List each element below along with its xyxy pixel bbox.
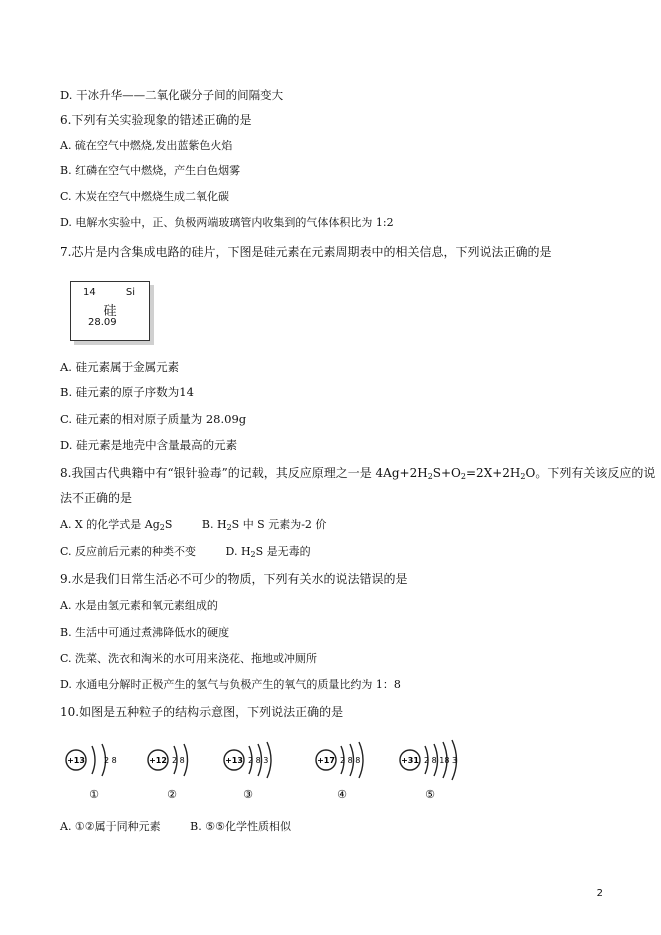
q8-text-2: S+O	[432, 466, 461, 480]
q8-text-3: =2X+2H	[466, 466, 521, 480]
atom-3-shells: 2 8 3	[248, 756, 269, 765]
q8-option-d-text2: S 是无毒的	[255, 545, 311, 558]
q8-option-b-text: B. H	[201, 518, 227, 531]
element-atomic-mass: 28.09	[88, 317, 117, 328]
question-10: 10.如图是五种粒子的结构示意图，下列说法正确的是	[60, 705, 344, 719]
q8-option-a	[60, 518, 172, 531]
nucleus-2-charge: +12	[149, 756, 167, 765]
q10-option-b: B. ⑤⑤化学性质相似	[190, 820, 291, 833]
q9-option-d: D. 水通电分解时正极产生的氢气与负极产生的氧气的质量比约为 1：8	[60, 678, 401, 691]
atom-3	[224, 742, 271, 801]
atom-5-label: ⑤	[425, 788, 435, 801]
atom-1-label: ①	[89, 788, 99, 801]
subscript: 2	[520, 472, 526, 481]
subscript: 2	[159, 523, 165, 532]
atom-3-label: ③	[243, 788, 253, 801]
atom-2	[148, 744, 188, 801]
q8-option-d	[226, 545, 311, 558]
atom-1	[66, 744, 117, 801]
q8-option-b	[202, 518, 327, 531]
element-atomic-number: 14	[83, 287, 96, 298]
question-8-continued: 法不正确的是	[60, 491, 133, 505]
subscript: 2	[460, 472, 466, 481]
q6-option-d: D. 电解水实验中，正、负极两端玻璃管内收集到的气体体积比为 1:2	[60, 216, 394, 229]
q7-option-c: C. 硅元素的相对原子质量为 28.09g	[60, 412, 247, 426]
atom-1-shells: 2 8	[104, 756, 117, 765]
atom-structure-diagrams	[62, 738, 482, 802]
q8-options-cd	[60, 544, 311, 563]
q5-option-d: D. 干冰升华——二氧化碳分子间的间隔变大	[60, 88, 284, 102]
atom-4-label: ④	[337, 788, 347, 801]
atom-5-shells: 2 8 18 3	[424, 756, 458, 765]
element-name: 硅	[103, 304, 117, 319]
subscript: 2	[226, 523, 232, 532]
atom-4	[316, 742, 363, 801]
q8-option-a-text: A. X 的化学式是 Ag	[60, 518, 160, 531]
q8-text-1: 8.我国古代典籍中有“银针验毒”的记载，其反应原理之一是 4Ag+2H	[60, 466, 428, 480]
atom-2-label: ②	[167, 788, 177, 801]
q9-option-a: A. 水是由氢元素和氧元素组成的	[60, 599, 218, 612]
nucleus-4-charge: +17	[317, 756, 335, 765]
q6-option-a: A. 硫在空气中燃烧,发出蓝紫色火焰	[60, 139, 233, 152]
q8-option-d-text: D. H	[225, 545, 251, 558]
q7-option-b: B. 硅元素的原子序数为14	[60, 385, 194, 399]
question-7: 7.芯片是内含集成电路的硅片，下图是硅元素在元素周期表中的相关信息，下列说法正确的是	[60, 245, 552, 259]
q6-option-c: C. 木炭在空气中燃烧生成二氧化碳	[60, 190, 230, 203]
q7-option-a: A. 硅元素属于金属元素	[60, 360, 180, 374]
question-6: 6.下列有关实验现象的错述正确的是	[60, 113, 252, 127]
q9-option-c: C. 洗菜、洗衣和淘米的水可用来浇花、拖地或冲厕所	[60, 652, 318, 665]
element-symbol: Si	[125, 287, 135, 298]
nucleus-1-charge: +13	[67, 756, 85, 765]
q10-options	[60, 819, 291, 835]
q7-option-d: D. 硅元素是地壳中含量最高的元素	[60, 438, 238, 452]
subscript: 2	[250, 550, 256, 559]
atom-4-shells: 2 8 8	[340, 756, 361, 765]
atom-5	[400, 740, 457, 801]
q10-option-a: A. ①②属于同种元素	[60, 820, 161, 833]
q8-options-ab	[60, 517, 326, 536]
page-number: 2	[596, 888, 603, 899]
nucleus-3-charge: +13	[225, 756, 243, 765]
q6-option-b: B. 红磷在空气中燃烧，产生白色烟雾	[60, 164, 241, 177]
q9-option-b: B. 生活中可通过煮沸降低水的硬度	[60, 626, 230, 639]
silicon-element-card	[70, 281, 150, 341]
q8-text-4: O。下列有关该反应的说	[525, 466, 656, 480]
question-9: 9.水是我们日常生活必不可少的物质，下列有关水的说法错误的是	[60, 572, 408, 586]
atom-2-shells: 2 8	[172, 756, 185, 765]
nucleus-5-charge: +31	[401, 756, 419, 765]
q8-option-c: C. 反应前后元素的种类不变	[60, 545, 197, 558]
subscript: 2	[427, 472, 433, 481]
question-8	[60, 465, 655, 485]
q8-option-a-text2: S	[164, 518, 173, 531]
q8-option-b-text2: S 中 S 元素为-2 价	[231, 518, 327, 531]
